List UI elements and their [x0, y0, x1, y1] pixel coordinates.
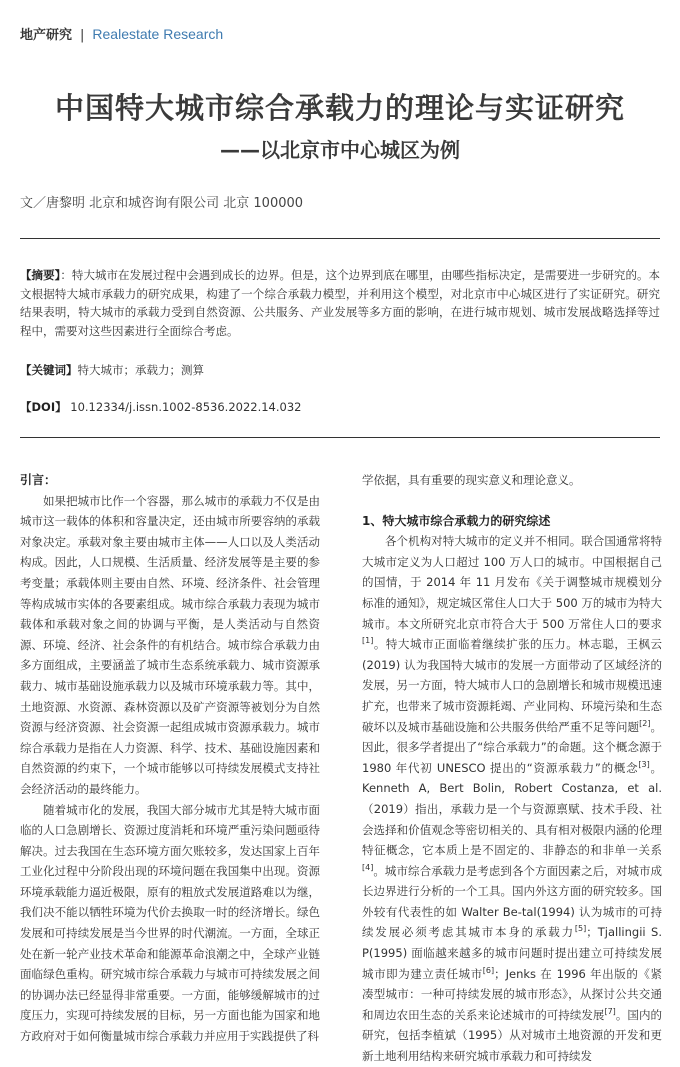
abstract — [20, 266, 660, 340]
running-header — [20, 24, 223, 43]
doi — [20, 399, 301, 415]
intro-continuation: 学依据，具有重要的现实意义和理论意义。 — [362, 473, 581, 487]
keywords-text: 特大城市；承载力；测算 — [77, 363, 204, 377]
section-1-heading: 1、特大城市综合承载力的研究综述 — [362, 513, 551, 528]
s1-text-h: 。国内的研究，包括李植斌（1995）从对城市土地资源的开发和更新土地利用结构来研究城市承载力和可持续发 — [362, 1007, 662, 1064]
citation-2: [2] — [639, 718, 651, 728]
abstract-bottom-rule — [20, 437, 660, 438]
citation-1: [1] — [362, 636, 374, 646]
right-column — [362, 470, 662, 1067]
author-line: 文／唐黎明 北京和城咨询有限公司 北京 100000 — [20, 196, 304, 211]
citation-5: [5] — [574, 924, 587, 934]
abstract-text: ：特大城市在发展过程中会遇到成长的边界。但是，这个边界到底在哪里，由哪些指标决定，是需要进一步研究的。本文根据特大城市承载力的研究成果，构建了一个综合承载力模型，并利用这个模型，对北京市中心城区进行了实证研究。研究结果表明，特大城市的承载力受到自然资源、公共服务、产业发展等多方面的影响，在进行城市规划、城市发展战略选择等过程中，需要对这些因素进行全面综合考虑。 — [20, 268, 661, 338]
intro-paragraph-1: 如果把城市比作一个容器，那么城市的承载力不仅是由城市这一载体的体积和容量决定，还由城市所要容纳的承载对象决定。承载对象主要由城市主体——人口以及人类活动构成。因此，人口规模、生活质量、经济发展等是主要的参考变量；承载体则主要由自然、环境、经济条件、社会管理等构成城市实体的各要素组成。城市综合承载力表现为城市载体和承载对象之间的协调与平衡，是人类活动与自然资源、环境、经济、社会条件的有机结合。城市综合承载力由多方面组成，主要涵盖了城市生态系统承载力、城市资源承载力、城市基础设施承载力以及城市环境承载力等。其中，土地资源、水资源、森林资源以及矿产资源等被划分为自然资源与经济资源、社会资源一起组成城市资源承载力。城市综合承载力是指在人力资源、科学、技术、基础设施因素和自然资源的约束下，一个城市能够以可持续发展模式支持社会经济活动的最终能力。 — [20, 493, 320, 796]
section-1-paragraph — [362, 531, 662, 1066]
left-column — [20, 470, 320, 1047]
s1-text-f: ；Tjallingii S. P(1995) 面临越来越多的城市问题时提出建立可持续发展城市即为建立责任城市 — [362, 925, 662, 981]
abstract-top-rule — [20, 238, 660, 239]
doi-text: 10.12334/j.issn.1002-8536.2022.14.032 — [70, 400, 302, 414]
s1-text-e: 。城市综合承载力是考虑到各个方面因素之后，对城市成长边界进行分析的一个工具。国内外这方面的研究较多。国外较有代表性的如 Walter Be-tal(1994) 认为城市的可持续发展必须考虑其城市本身的承载力 — [362, 863, 662, 940]
header-separator: | — [80, 28, 85, 43]
paper-title: 中国特大城市综合承载力的理论与实证研究 — [54, 91, 625, 125]
citation-4: [4] — [362, 862, 374, 872]
s1-text-c: 。因此，很多学者提出了“综合承载力”的命题。这个概念源于 1980 年代初 UNESCO 提出的“资源承载力”的概念 — [362, 719, 662, 775]
intro-heading: 引言： — [20, 473, 57, 487]
section-label: 地产研究 — [20, 28, 73, 43]
s1-text-d: 。Kenneth A, Bert Bolin, Robert Costanza, et al.（2019）指出，承载力是一个与资源禀赋、技术手段、社会选择和价值观念等密切相关的、具有相对极限内涵的伦理特征概念，它本质上是不固定的、非静态的和非单一关系 — [362, 760, 663, 858]
citation-7: [7] — [604, 1007, 616, 1017]
keywords-label: 【关键词】 — [20, 363, 78, 377]
intro-paragraph-2: 随着城市化的发展，我国大部分城市尤其是特大城市面临的人口急剧增长、资源过度消耗和环境严重污染问题亟待解决。过去我国在生态环境方面欠账较多，发达国家上百年工业化过程中分阶段出现的环境问题在我国集中出现。资源环境承载能力逼近极限，原有的粗放式发展道路难以为继，我们决不能以牺牲环境为代价去换取一时的经济增长。绿色发展和可持续发展是当今世界的时代潮流。一方面，全球正处在新一轮产业技术革命和能源革命浪潮之中，全球产业链面临绿色重构。研究城市综合承载力与城市可持续发展之间的协调办法已经显得非常重要。一方面，能够缓解城市的过度压力，实现可持续发展的目标，另一方面也能为国家和地方政府对于如何衡量城市综合承载力并应用于实践提供了科 — [20, 802, 320, 1044]
citation-3: [3] — [638, 759, 650, 769]
s1-text-g: ；Jenks 在 1996 年出版的《紧凑型城市：一种可持续发展的城市形态》，从探讨公共交通和周边农田生态的关系来论述城市的可持续发展 — [362, 966, 662, 1022]
section-spacer — [362, 491, 662, 511]
keywords — [20, 362, 204, 378]
citation-6: [6] — [482, 965, 495, 975]
section-label-en: Realestate Research — [92, 26, 224, 42]
s1-text-b: 。特大城市正面临着继续扩张的压力。林志聪，王枫云 (2019) 认为我国特大城市的发展一方面带动了区域经济的发展，另一方面，特大城市人口的急剧增长和城市规模迅速扩充，也带来了城市资源耗竭、产业同构、环境污染和生态破坏以及城市基础设施和公共服务供给严重不足等问题 — [362, 637, 662, 734]
doi-label: 【DOI】 — [20, 400, 67, 414]
paper-subtitle: ——以北京市中心城区为例 — [220, 138, 460, 162]
s1-text-a: 各个机构对特大城市的定义并不相同。联合国通常将特大城市定义为人口超过 100 万人口的城市。中国根据自己的国情，于 2014 年 11 月发布《关于调整城市规模划分标准的通知》，规定城区常住人口大于 500 万的城市为特大城市。本文所研究北京市符合大于 500 万常住人口的要求 — [362, 534, 662, 631]
abstract-label: 【摘要】 — [20, 268, 61, 282]
